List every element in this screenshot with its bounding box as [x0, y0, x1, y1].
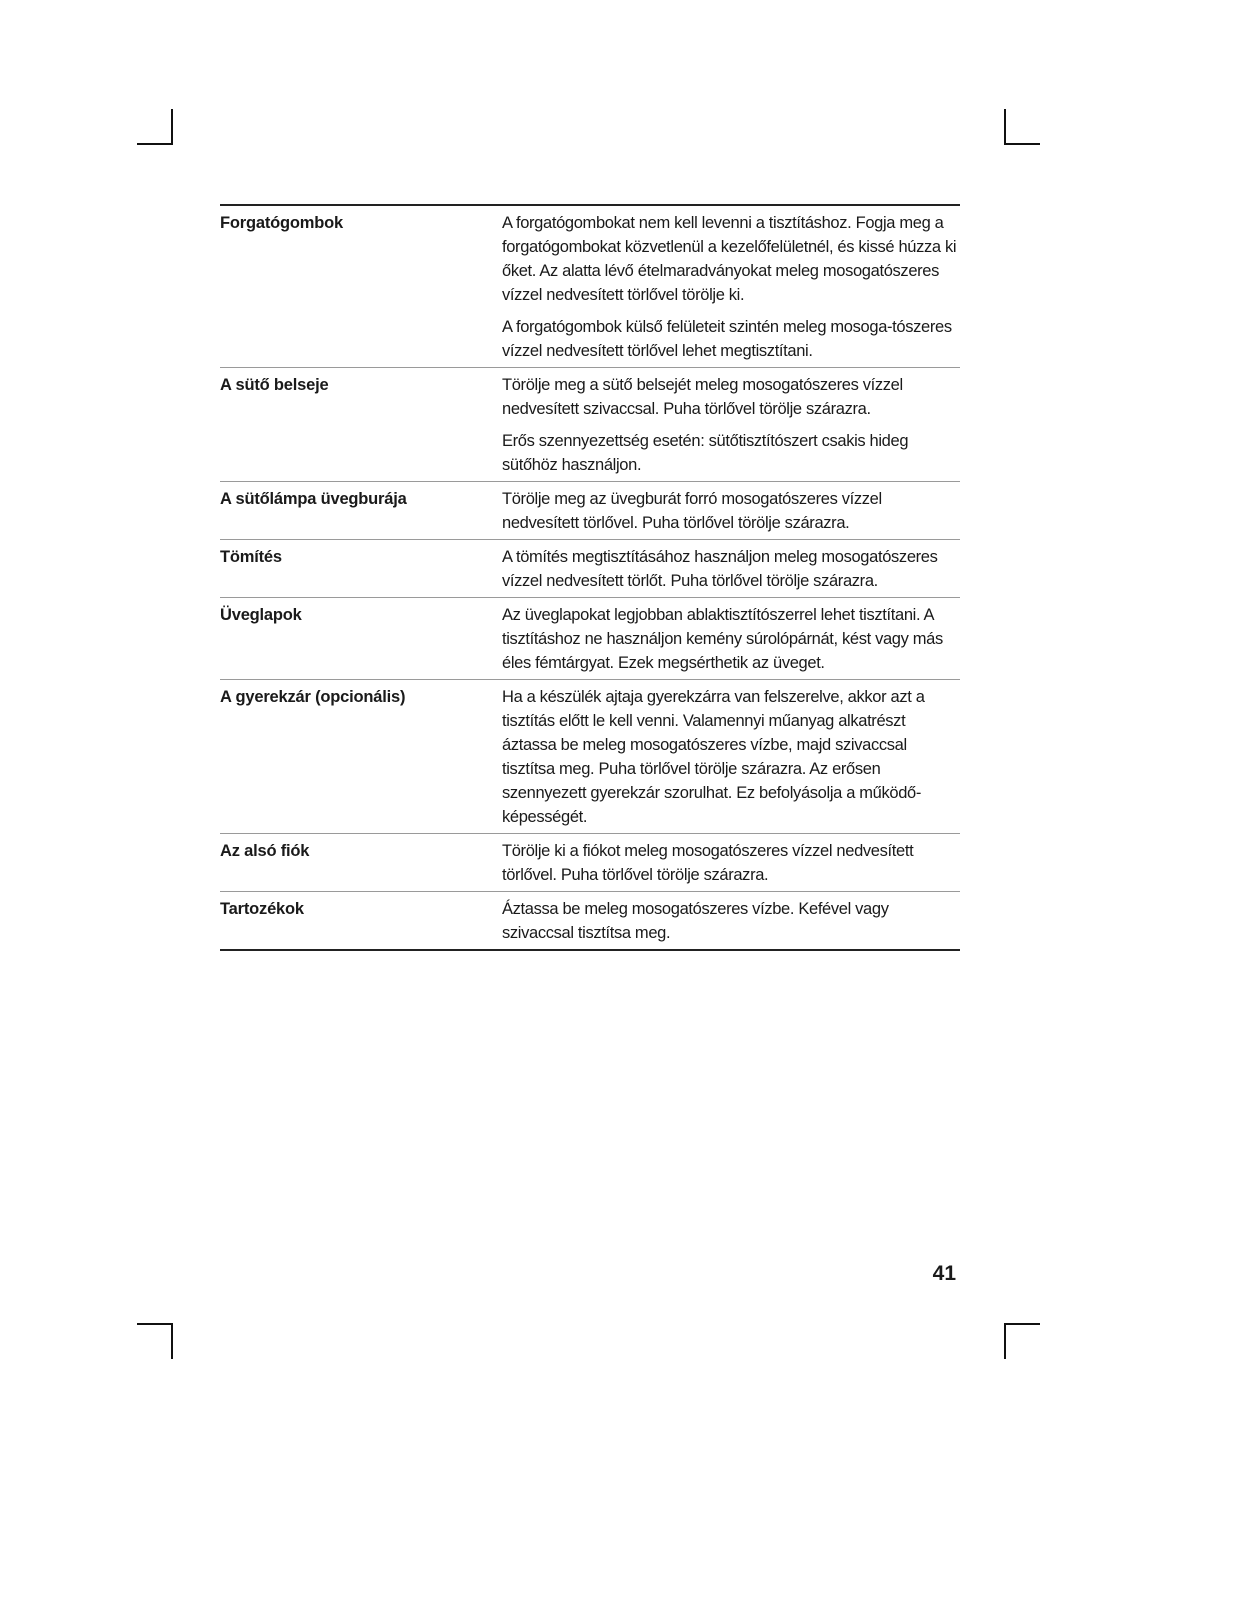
row-description: [502, 373, 960, 477]
row-term: Tömítés: [220, 548, 282, 566]
table-row: [220, 679, 960, 833]
description-paragraph: A forgatógombok külső felületeit szintén meleg mosoga-tószeres vízzel nedvesített törlővel lehet megtisztítani.: [502, 318, 952, 360]
description-paragraph: Törölje meg az üvegburát forró mosogatószeres vízzel nedvesített törlővel. Puha törlővel törölje szárazra.: [502, 490, 882, 532]
row-term: Az alsó fiók: [220, 842, 310, 860]
table-row: [220, 206, 960, 367]
table-row: [220, 597, 960, 679]
row-term: A sütőlámpa üvegburája: [220, 490, 407, 508]
crop-mark-top-right: [1004, 109, 1006, 145]
crop-mark-bottom-left: [137, 1323, 173, 1325]
description-paragraph: Az üveglapokat legjobban ablaktisztítószerrel lehet tisztítani. A tisztításhoz ne használjon kemény súrolópárnát, kést vagy más éles fémtárgyat. Ezek megsérthetik az üveget.: [502, 606, 943, 672]
description-paragraph: Törölje meg a sütő belsejét meleg mosogatószeres vízzel nedvesített szivaccsal. Puha törlővel törölje szárazra.: [502, 376, 903, 418]
crop-mark-bottom-right: [1004, 1323, 1006, 1359]
table-row: [220, 539, 960, 597]
row-description: [502, 603, 960, 675]
description-paragraph: Törölje ki a fiókot meleg mosogatószeres vízzel nedvesített törlővel. Puha törlővel törölje szárazra.: [502, 842, 914, 884]
description-paragraph: Ha a készülék ajtaja gyerekzárra van felszerelve, akkor azt a tisztítás előtt le kell venni. Valamennyi műanyag alkatrészt áztassa be meleg mosogatószeres vízbe, majd szivaccsal tisztítsa meg. Puha törlővel törölje szárazra. Az erősen szennyezett gyerekzár szorulhat. Ez befolyásolja a működő-képességét.: [502, 688, 925, 826]
description-paragraph: Erős szennyezettség esetén: sütőtisztítószert csakis hideg sütőhöz használjon.: [502, 432, 909, 474]
crop-mark-bottom-left: [171, 1323, 173, 1359]
row-term: A gyerekzár (opcionális): [220, 688, 406, 706]
table-row: [220, 367, 960, 481]
row-description: [502, 897, 960, 945]
row-term: Tartozékok: [220, 900, 304, 918]
cleaning-table: [220, 204, 960, 951]
row-term: Üveglapok: [220, 606, 302, 624]
description-paragraph: A tömítés megtisztításához használjon meleg mosogatószeres vízzel nedvesített törlőt. Puha törlővel törölje szárazra.: [502, 548, 938, 590]
crop-mark-top-left: [171, 109, 173, 145]
description-paragraph: Áztassa be meleg mosogatószeres vízbe. Kefével vagy szivaccsal tisztítsa meg.: [502, 900, 889, 942]
description-paragraph: A forgatógombokat nem kell levenni a tisztításhoz. Fogja meg a forgatógombokat közvetlenül a kezelőfelületnél, és kissé húzza ki őket. Az alatta lévő ételmaradványokat meleg mosogatószeres vízzel nedvesített törlővel törölje ki.: [502, 214, 957, 304]
row-term: A sütő belseje: [220, 376, 329, 394]
page-number: 41: [932, 1262, 956, 1285]
table-row: [220, 481, 960, 539]
row-description: [502, 839, 960, 887]
row-description: [502, 487, 960, 535]
row-description: [502, 211, 960, 363]
table-row: [220, 891, 960, 949]
row-description: [502, 685, 960, 829]
row-term: Forgatógombok: [220, 214, 343, 232]
crop-mark-top-right: [1004, 143, 1040, 145]
crop-mark-top-left: [137, 143, 173, 145]
row-description: [502, 545, 960, 593]
crop-mark-bottom-right: [1004, 1323, 1040, 1325]
table-row: [220, 833, 960, 891]
